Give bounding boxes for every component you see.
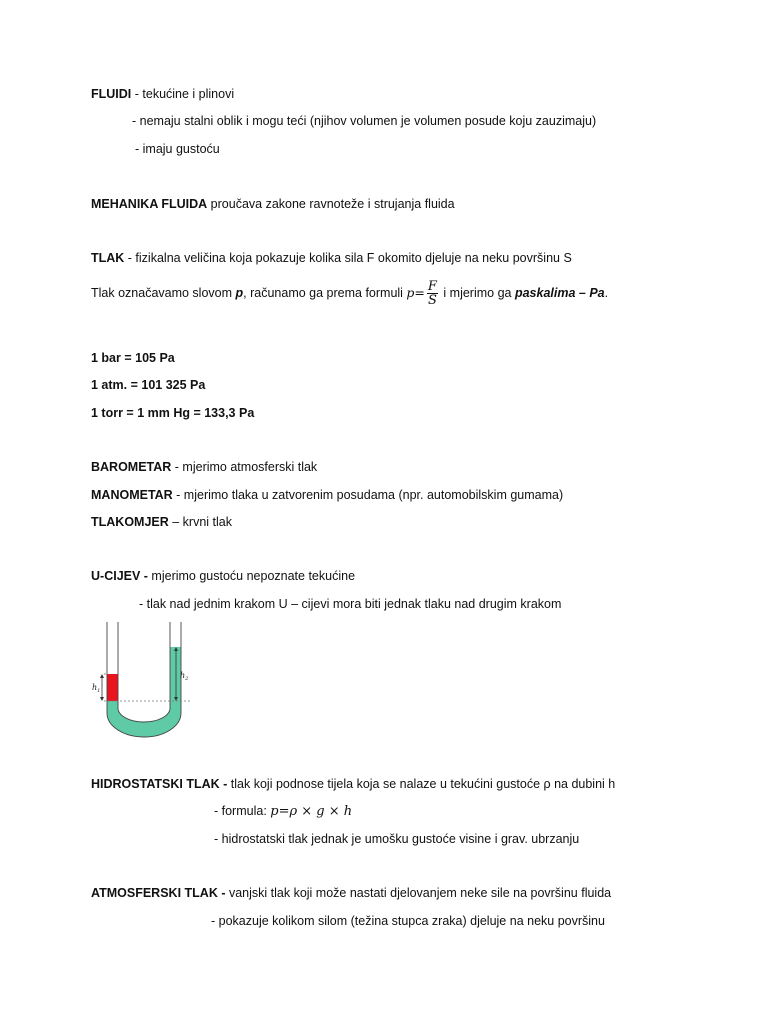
tlak-def: - fizikalna veličina koja pokazuje kolika sila F okomito djeluje na neku površinu S <box>124 251 572 265</box>
tlak-formula-mid: , računamo ga prema formuli <box>243 286 407 300</box>
unit-torr: 1 torr = 1 mm Hg = 133,3 Pa <box>91 406 255 420</box>
hidro-definition <box>91 776 615 792</box>
tlak-formula-pre: Tlak označavamo slovom <box>91 286 236 300</box>
manometar-definition <box>91 487 563 503</box>
atmo-bullet-1: - pokazuje kolikom silom (težina stupca zraka) djeluje na neku površinu <box>211 914 605 928</box>
tlak-unit: paskalima – Pa <box>514 286 605 300</box>
ucijev-definition <box>91 568 355 584</box>
hidro-bullet-1 <box>214 803 352 820</box>
fluidi-bullet-1: - nemaju stalni oblik i mogu teći (njihov volumen je volumen posude koju zauzimaju) <box>132 114 597 128</box>
mehanika-def: proučava zakone ravnoteže i strujanja fluida <box>207 197 455 211</box>
tlak-formula-end: . <box>604 286 609 300</box>
fluidi-definition <box>91 86 234 102</box>
unit-bar: 1 bar = 105 Pa <box>91 351 175 365</box>
h1-arrowhead-top <box>100 674 104 678</box>
tlak-formula-denominator: S <box>427 293 437 309</box>
u-tube-inner-wall <box>118 622 170 722</box>
mehanika-definition <box>91 196 455 212</box>
unit-atm: 1 atm. = 101 325 Pa <box>91 378 206 392</box>
u-tube-dense-liquid <box>107 674 118 701</box>
barometar-def: - mjerimo atmosferski tlak <box>171 460 318 474</box>
tlak-definition <box>91 250 572 266</box>
atmo-term: ATMOSFERSKI TLAK - <box>91 886 226 900</box>
barometar-definition <box>91 459 317 475</box>
tlak-formula-fraction <box>427 280 438 307</box>
atmo-definition <box>91 885 611 901</box>
atmo-def: vanjski tlak koji može nastati djelovanjem neke sile na površinu fluida <box>225 886 612 900</box>
hidro-bullet-2: - hidrostatski tlak jednak je umošku gustoće visine i grav. ubrzanju <box>214 832 580 846</box>
manometar-def: - mjerimo tlaka u zatvorenim posudama (npr. automobilskim gumama) <box>172 488 564 502</box>
tlak-formula-lhs: p= <box>406 285 425 300</box>
h2-label: $h_2$ <box>180 671 189 682</box>
u-tube-diagram <box>90 618 200 738</box>
mehanika-term: MEHANIKA FLUIDA <box>91 197 208 211</box>
tlak-symbol: p <box>235 286 244 300</box>
hidro-def: tlak koji podnose tijela koja se nalaze u tekućini gustoće ρ na dubini h <box>227 777 616 791</box>
tlakomjer-term: TLAKOMJER <box>91 515 169 529</box>
ucijev-term: U-CIJEV - <box>91 569 148 583</box>
fluidi-bullet-2: - imaju gustoću <box>135 142 220 156</box>
tlakomjer-def: – krvni tlak <box>168 515 232 529</box>
h1-arrowhead-bottom <box>100 697 104 701</box>
hidro-formula-label: - formula: <box>214 804 271 818</box>
fluidi-term: FLUIDI <box>91 87 132 101</box>
manometar-term: MANOMETAR <box>91 488 173 502</box>
tlak-formula-numerator: F <box>427 279 437 295</box>
tlak-formula-line <box>91 278 608 308</box>
hidro-term: HIDROSTATSKI TLAK - <box>91 777 228 791</box>
tlakomjer-definition <box>91 514 232 530</box>
tlak-term: TLAK <box>91 251 125 265</box>
ucijev-bullet-1: - tlak nad jednim krakom U – cijevi mora biti jednak tlaku nad drugim krakom <box>139 597 562 611</box>
fluidi-def: - tekućine i plinovi <box>131 87 235 101</box>
hidro-formula: p=ρ × g × h <box>270 804 353 819</box>
ucijev-def: mjerimo gustoću nepoznate tekućine <box>147 569 356 583</box>
h1-label: $h_1$ <box>92 683 101 694</box>
tlak-formula-post: i mjerimo ga <box>439 286 515 300</box>
barometar-term: BAROMETAR <box>91 460 172 474</box>
